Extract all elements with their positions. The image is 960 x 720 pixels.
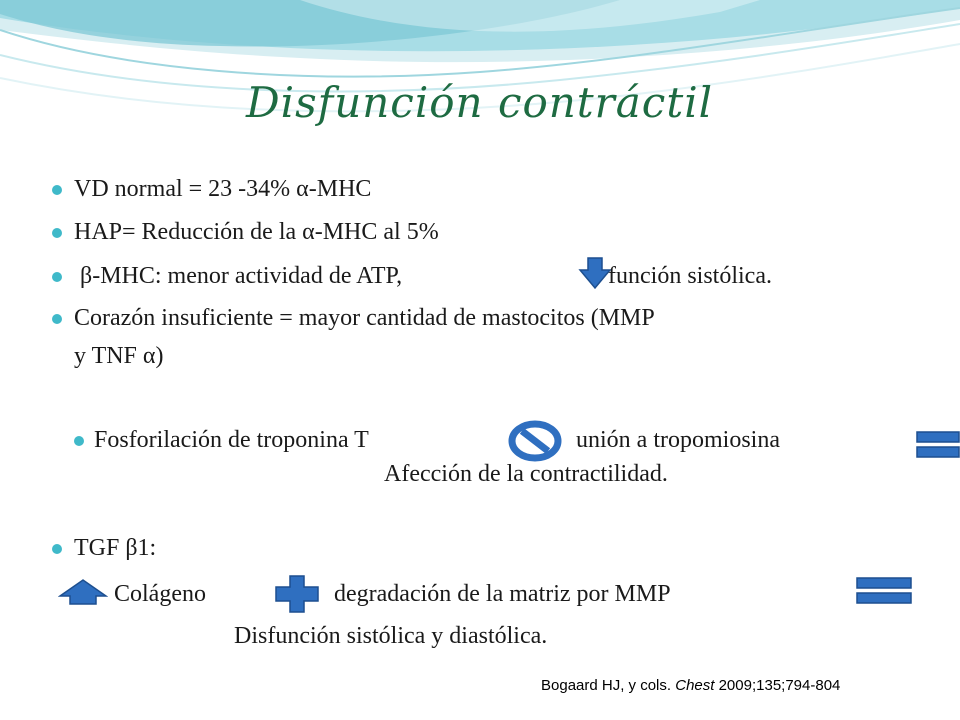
tgf-label: TGF β1:	[74, 535, 157, 561]
slide-title: Disfunción contráctil	[246, 78, 714, 127]
contractility-effect-text: Afección de la contractilidad.	[384, 461, 668, 487]
equals-icon	[856, 576, 912, 606]
bullet-text-systolic-function: función sistólica.	[608, 263, 772, 289]
no-symbol-icon	[508, 420, 562, 462]
bullet-text-beta-mhc: β-MHC: menor actividad de ATP,	[80, 263, 403, 289]
bullet-dot	[52, 185, 62, 195]
bullet-dot	[52, 228, 62, 238]
citation-journal: Chest	[675, 677, 715, 694]
plus-icon	[274, 574, 320, 614]
matrix-degradation-text: degradación de la matriz por MMP	[334, 581, 671, 607]
phosphorylation-text: Fosforilación de troponina T	[94, 427, 369, 453]
collagen-text: Colágeno	[114, 581, 206, 607]
bullet-text-hap: HAP= Reducción de la α-MHC al 5%	[74, 219, 439, 245]
bullet-text-heart-failure-cont: y TNF α)	[74, 343, 164, 369]
equals-icon	[916, 430, 960, 460]
bullet-dot	[52, 314, 62, 324]
dysfunction-result-text: Disfunción sistólica y diastólica.	[234, 623, 548, 649]
citation-authors: Bogaard HJ, y cols.	[541, 677, 672, 694]
bullet-text-heart-failure: Corazón insuficiente = mayor cantidad de mastocitos (MMP	[74, 305, 655, 331]
tropomyosin-binding-text: unión a tropomiosina	[576, 427, 780, 453]
down-arrow-icon	[578, 256, 612, 290]
up-arrow-icon	[58, 578, 108, 606]
bullet-dot	[52, 544, 62, 554]
bullet-text-vd-normal: VD normal = 23 -34% α-MHC	[74, 176, 372, 202]
citation-details: 2009;135;794-804	[718, 677, 841, 694]
citation	[541, 677, 840, 694]
bullet-dot	[74, 436, 84, 446]
bullet-dot	[52, 272, 62, 282]
